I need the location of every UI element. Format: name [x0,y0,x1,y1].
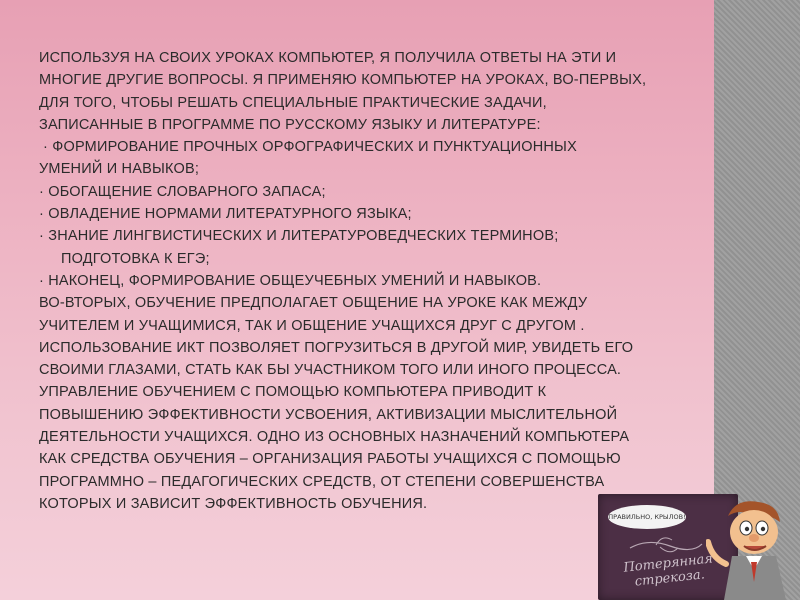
text-line: ИСПОЛЬЗУЯ НА СВОИХ УРОКАХ КОМПЬЮТЕР, Я ПОЛУЧИЛА ОТВЕТЫ НА ЭТИ И [39,50,617,66]
text-line: МНОГИЕ ДРУГИЕ ВОПРОСЫ. Я ПРИМЕНЯЮ КОМПЬЮТЕР НА УРОКАХ, ВО-ПЕРВЫХ, [39,72,647,89]
text-line: ПОВЫШЕНИЮ ЭФФЕКТИВНОСТИ УСВОЕНИЯ, АКТИВИЗАЦИИ МЫСЛИТЕЛЬНОЙ [39,406,618,423]
text-line: ПРОГРАММНО – ПЕДАГОГИЧЕСКИХ СРЕДСТВ, ОТ СТЕПЕНИ СОВЕРШЕНСТВА [39,473,605,490]
text-line: ЗАПИСАННЫЕ В ПРОГРАММЕ ПО РУССКОМУ ЯЗЫКУ И ЛИТЕРАТУРЕ: [39,116,541,133]
teacher-character-icon [706,498,800,600]
bullet-item: · НАКОНЕЦ, ФОРМИРОВАНИЕ ОБЩЕУЧЕБНЫХ УМЕНИЙ И НАВЫКОВ. [39,272,542,289]
text-line: ДЛЯ ТОГО, ЧТОБЫ РЕШАТЬ СПЕЦИАЛЬНЫЕ ПРАКТИЧЕСКИЕ ЗАДАЧИ, [39,94,547,111]
slide-text [39,47,739,515]
text-line: СВОИМИ ГЛАЗАМИ, СТАТЬ КАК БЫ УЧАСТНИКОМ ТОГО ИЛИ ИНОГО ПРОЦЕССА. [39,362,622,379]
board-caption: Потерянная стрекоза. [622,551,714,590]
text-line: ИСПОЛЬЗОВАНИЕ ИКТ ПОЗВОЛЯЕТ ПОГРУЗИТЬСЯ В ДРУГОЙ МИР, УВИДЕТЬ ЕГО [39,339,634,356]
text-line: ВО-ВТОРЫХ, ОБУЧЕНИЕ ПРЕДПОЛАГАЕТ ОБЩЕНИЕ НА УРОКЕ КАК МЕЖДУ [39,295,588,312]
speech-bubble: ПРАВИЛЬНО, КРЫЛОВ! [608,505,686,529]
text-line: ДЕЯТЕЛЬНОСТИ УЧАЩИХСЯ. ОДНО ИЗ ОСНОВНЫХ НАЗНАЧЕНИЙ КОМПЬЮТЕРА [39,429,630,446]
text-line: УМЕНИЙ И НАВЫКОВ; [39,161,200,178]
text-line: КОТОРЫХ И ЗАВИСИТ ЭФФЕКТИВНОСТЬ ОБУЧЕНИЯ. [39,495,428,512]
cartoon-picture [598,494,800,600]
text-line: УЧИТЕЛЕМ И УЧАЩИМИСЯ, ТАК И ОБЩЕНИЕ УЧАЩИХСЯ ДРУГ С ДРУГОМ . [39,317,585,334]
bullet-item: · ФОРМИРОВАНИЕ ПРОЧНЫХ ОРФОГРАФИЧЕСКИХ И ПУНКТУАЦИОННЫХ [43,139,577,156]
text-line: УПРАВЛЕНИЕ ОБУЧЕНИЕМ С ПОМОЩЬЮ КОМПЬЮТЕРА ПРИВОДИТ К [39,384,547,401]
text-line: ПОДГОТОВКА К ЕГЭ; [61,250,210,267]
bullet-item: · ОВЛАДЕНИЕ НОРМАМИ ЛИТЕРАТУРНОГО ЯЗЫКА; [39,206,412,223]
bullet-item: · ОБОГАЩЕНИЕ СЛОВАРНОГО ЗАПАСА; [39,183,326,200]
bullet-item: · ЗНАНИЕ ЛИНГВИСТИЧЕСКИХ И ЛИТЕРАТУРОВЕДЧЕСКИХ ТЕРМИНОВ; [39,228,559,245]
text-line: КАК СРЕДСТВА ОБУЧЕНИЯ – ОРГАНИЗАЦИЯ РАБОТЫ УЧАЩИХСЯ С ПОМОЩЬЮ [39,451,621,468]
